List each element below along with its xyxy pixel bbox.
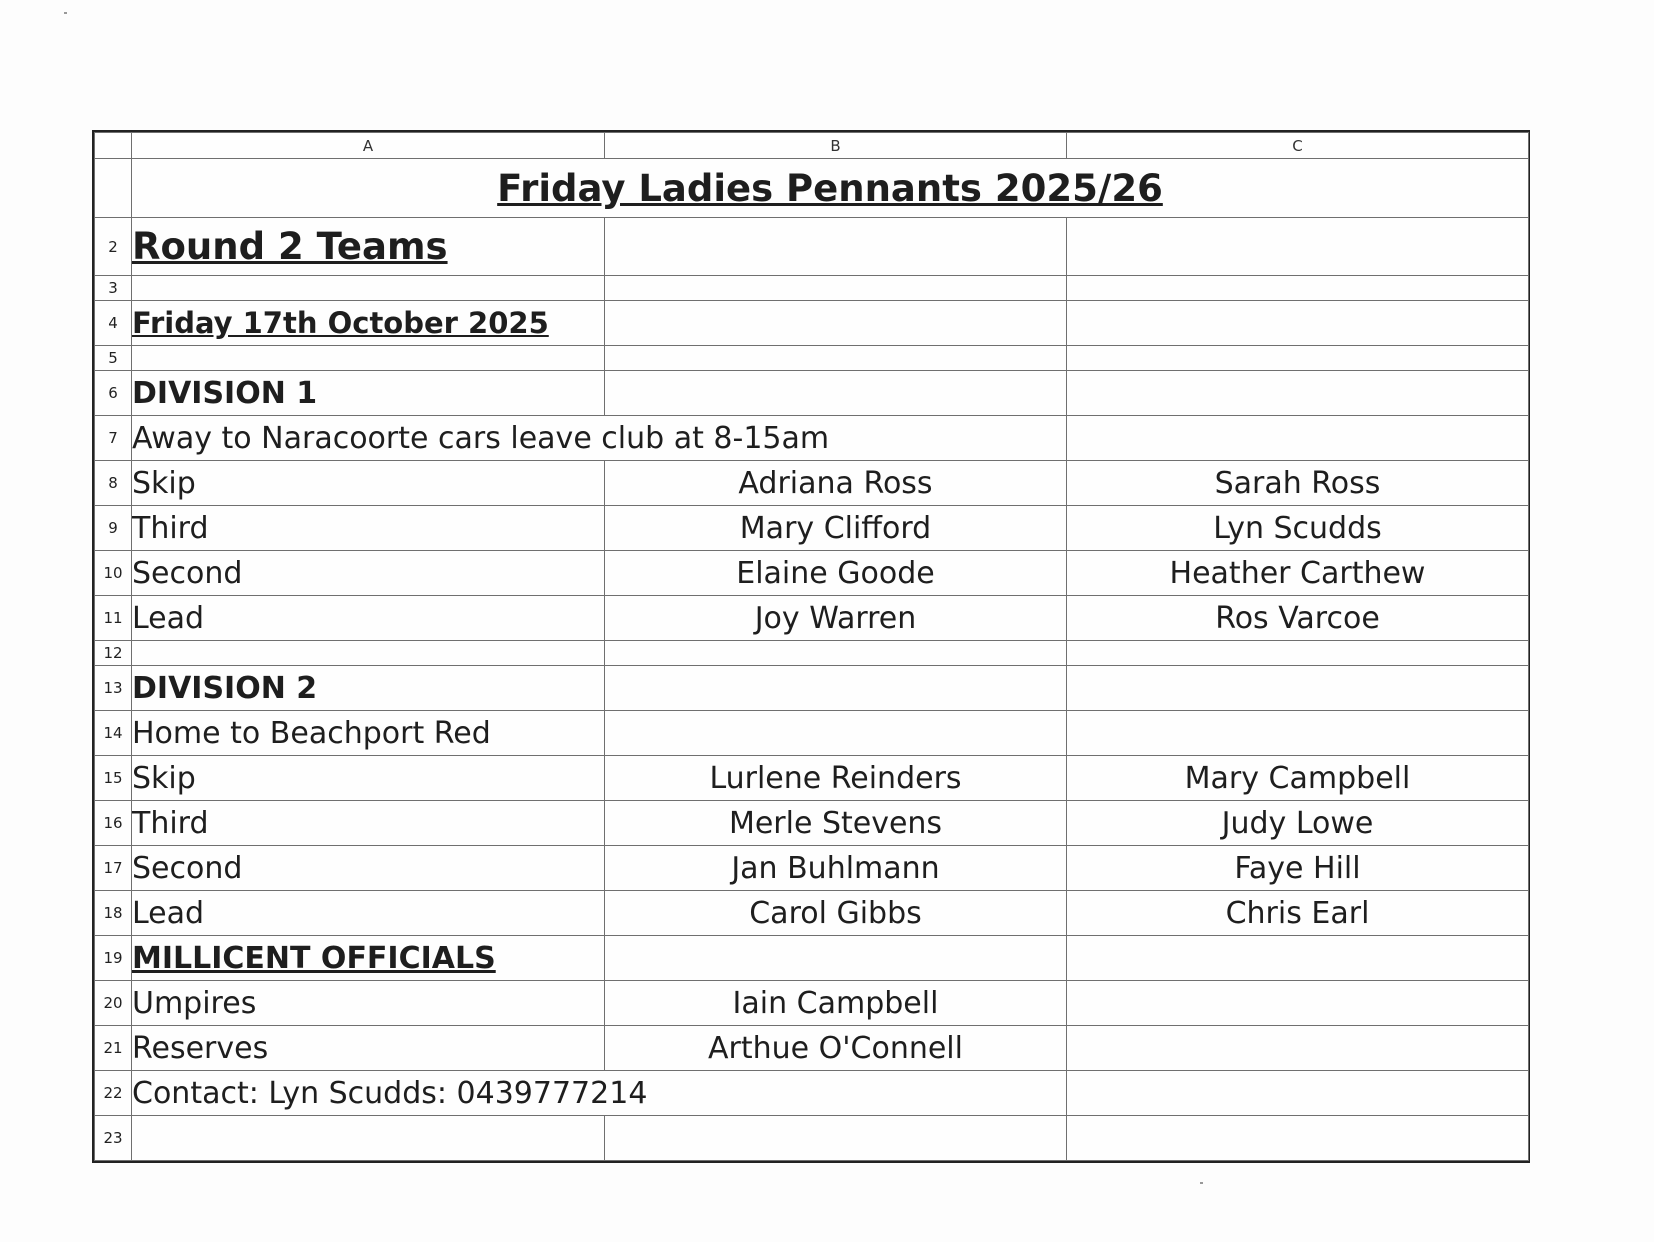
row-header[interactable]: [95, 159, 132, 218]
select-all-corner[interactable]: [95, 133, 132, 159]
empty-cell[interactable]: [132, 276, 605, 301]
row-header[interactable]: 13: [95, 666, 132, 711]
scan-speck: [64, 12, 67, 14]
position-label[interactable]: Skip: [132, 756, 605, 801]
player-cell[interactable]: Sarah Ross: [1067, 461, 1529, 506]
officials-heading[interactable]: MILLICENT OFFICIALS: [132, 936, 605, 981]
empty-cell[interactable]: [132, 641, 605, 666]
empty-cell[interactable]: [605, 371, 1067, 416]
row-header[interactable]: 12: [95, 641, 132, 666]
position-label[interactable]: Second: [132, 551, 605, 596]
player-cell[interactable]: Lurlene Reinders: [605, 756, 1067, 801]
empty-cell[interactable]: [605, 1116, 1067, 1161]
player-cell[interactable]: Chris Earl: [1067, 891, 1529, 936]
player-cell[interactable]: Lyn Scudds: [1067, 506, 1529, 551]
umpires-label[interactable]: Umpires: [132, 981, 605, 1026]
empty-cell[interactable]: [1067, 1116, 1529, 1161]
row-header[interactable]: 10: [95, 551, 132, 596]
empty-cell[interactable]: [1067, 936, 1529, 981]
position-label[interactable]: Second: [132, 846, 605, 891]
position-label[interactable]: Third: [132, 506, 605, 551]
round-title[interactable]: Round 2 Teams: [132, 218, 605, 276]
empty-cell[interactable]: [1067, 641, 1529, 666]
row-header[interactable]: 22: [95, 1071, 132, 1116]
empty-cell[interactable]: [605, 641, 1067, 666]
empty-cell[interactable]: [132, 346, 605, 371]
empty-cell[interactable]: [605, 666, 1067, 711]
empty-cell[interactable]: [1067, 346, 1529, 371]
player-cell[interactable]: Ros Varcoe: [1067, 596, 1529, 641]
team-sheet-grid: [94, 132, 1529, 1161]
reserves-label[interactable]: Reserves: [132, 1026, 605, 1071]
player-cell[interactable]: Carol Gibbs: [605, 891, 1067, 936]
empty-cell[interactable]: [605, 218, 1067, 276]
sheet-title[interactable]: Friday Ladies Pennants 2025/26: [132, 159, 1529, 218]
empty-cell[interactable]: [1067, 981, 1529, 1026]
division-2-heading[interactable]: DIVISION 2: [132, 666, 605, 711]
row-header[interactable]: 2: [95, 218, 132, 276]
row-header[interactable]: 15: [95, 756, 132, 801]
division-2-fixture[interactable]: Home to Beachport Red: [132, 711, 605, 756]
player-cell[interactable]: Heather Carthew: [1067, 551, 1529, 596]
empty-cell[interactable]: [605, 936, 1067, 981]
row-header[interactable]: 23: [95, 1116, 132, 1161]
position-label[interactable]: Third: [132, 801, 605, 846]
player-cell[interactable]: Merle Stevens: [605, 801, 1067, 846]
row-header[interactable]: 5: [95, 346, 132, 371]
scan-speck: [1200, 1182, 1203, 1184]
empty-cell[interactable]: [1067, 666, 1529, 711]
player-cell[interactable]: Elaine Goode: [605, 551, 1067, 596]
empty-cell[interactable]: [132, 1116, 605, 1161]
empty-cell[interactable]: [605, 301, 1067, 346]
position-label[interactable]: Lead: [132, 596, 605, 641]
reserve-name[interactable]: Arthue O'Connell: [605, 1026, 1067, 1071]
empty-cell[interactable]: [605, 346, 1067, 371]
position-label[interactable]: Lead: [132, 891, 605, 936]
player-cell[interactable]: Mary Campbell: [1067, 756, 1529, 801]
empty-cell[interactable]: [1067, 301, 1529, 346]
row-header[interactable]: 19: [95, 936, 132, 981]
empty-cell[interactable]: [1067, 1071, 1529, 1116]
empty-cell[interactable]: [1067, 1026, 1529, 1071]
position-label[interactable]: Skip: [132, 461, 605, 506]
row-header[interactable]: 16: [95, 801, 132, 846]
umpire-name[interactable]: Iain Campbell: [605, 981, 1067, 1026]
column-header-b[interactable]: B: [605, 133, 1067, 159]
empty-cell[interactable]: [605, 276, 1067, 301]
column-header-c[interactable]: C: [1067, 133, 1529, 159]
spreadsheet: [92, 130, 1530, 1163]
row-header[interactable]: 20: [95, 981, 132, 1026]
row-header[interactable]: 9: [95, 506, 132, 551]
player-cell[interactable]: Joy Warren: [605, 596, 1067, 641]
row-header[interactable]: 18: [95, 891, 132, 936]
player-cell[interactable]: Faye Hill: [1067, 846, 1529, 891]
empty-cell[interactable]: [1067, 276, 1529, 301]
player-cell[interactable]: Judy Lowe: [1067, 801, 1529, 846]
empty-cell[interactable]: [1067, 711, 1529, 756]
match-date[interactable]: Friday 17th October 2025: [132, 301, 605, 346]
empty-cell[interactable]: [1067, 371, 1529, 416]
row-header[interactable]: 3: [95, 276, 132, 301]
row-header[interactable]: 7: [95, 416, 132, 461]
column-header-a[interactable]: A: [132, 133, 605, 159]
player-cell[interactable]: Mary Clifford: [605, 506, 1067, 551]
empty-cell[interactable]: [1067, 416, 1529, 461]
player-cell[interactable]: Jan Buhlmann: [605, 846, 1067, 891]
player-cell[interactable]: Adriana Ross: [605, 461, 1067, 506]
division-1-heading[interactable]: DIVISION 1: [132, 371, 605, 416]
row-header[interactable]: 11: [95, 596, 132, 641]
row-header[interactable]: 4: [95, 301, 132, 346]
row-header[interactable]: 17: [95, 846, 132, 891]
empty-cell[interactable]: [605, 711, 1067, 756]
row-header[interactable]: 8: [95, 461, 132, 506]
row-header[interactable]: 14: [95, 711, 132, 756]
contact-details[interactable]: Contact: Lyn Scudds: 0439777214: [132, 1071, 1067, 1116]
row-header[interactable]: 21: [95, 1026, 132, 1071]
empty-cell[interactable]: [1067, 218, 1529, 276]
row-header[interactable]: 6: [95, 371, 132, 416]
division-1-fixture[interactable]: Away to Naracoorte cars leave club at 8-15am: [132, 416, 1067, 461]
